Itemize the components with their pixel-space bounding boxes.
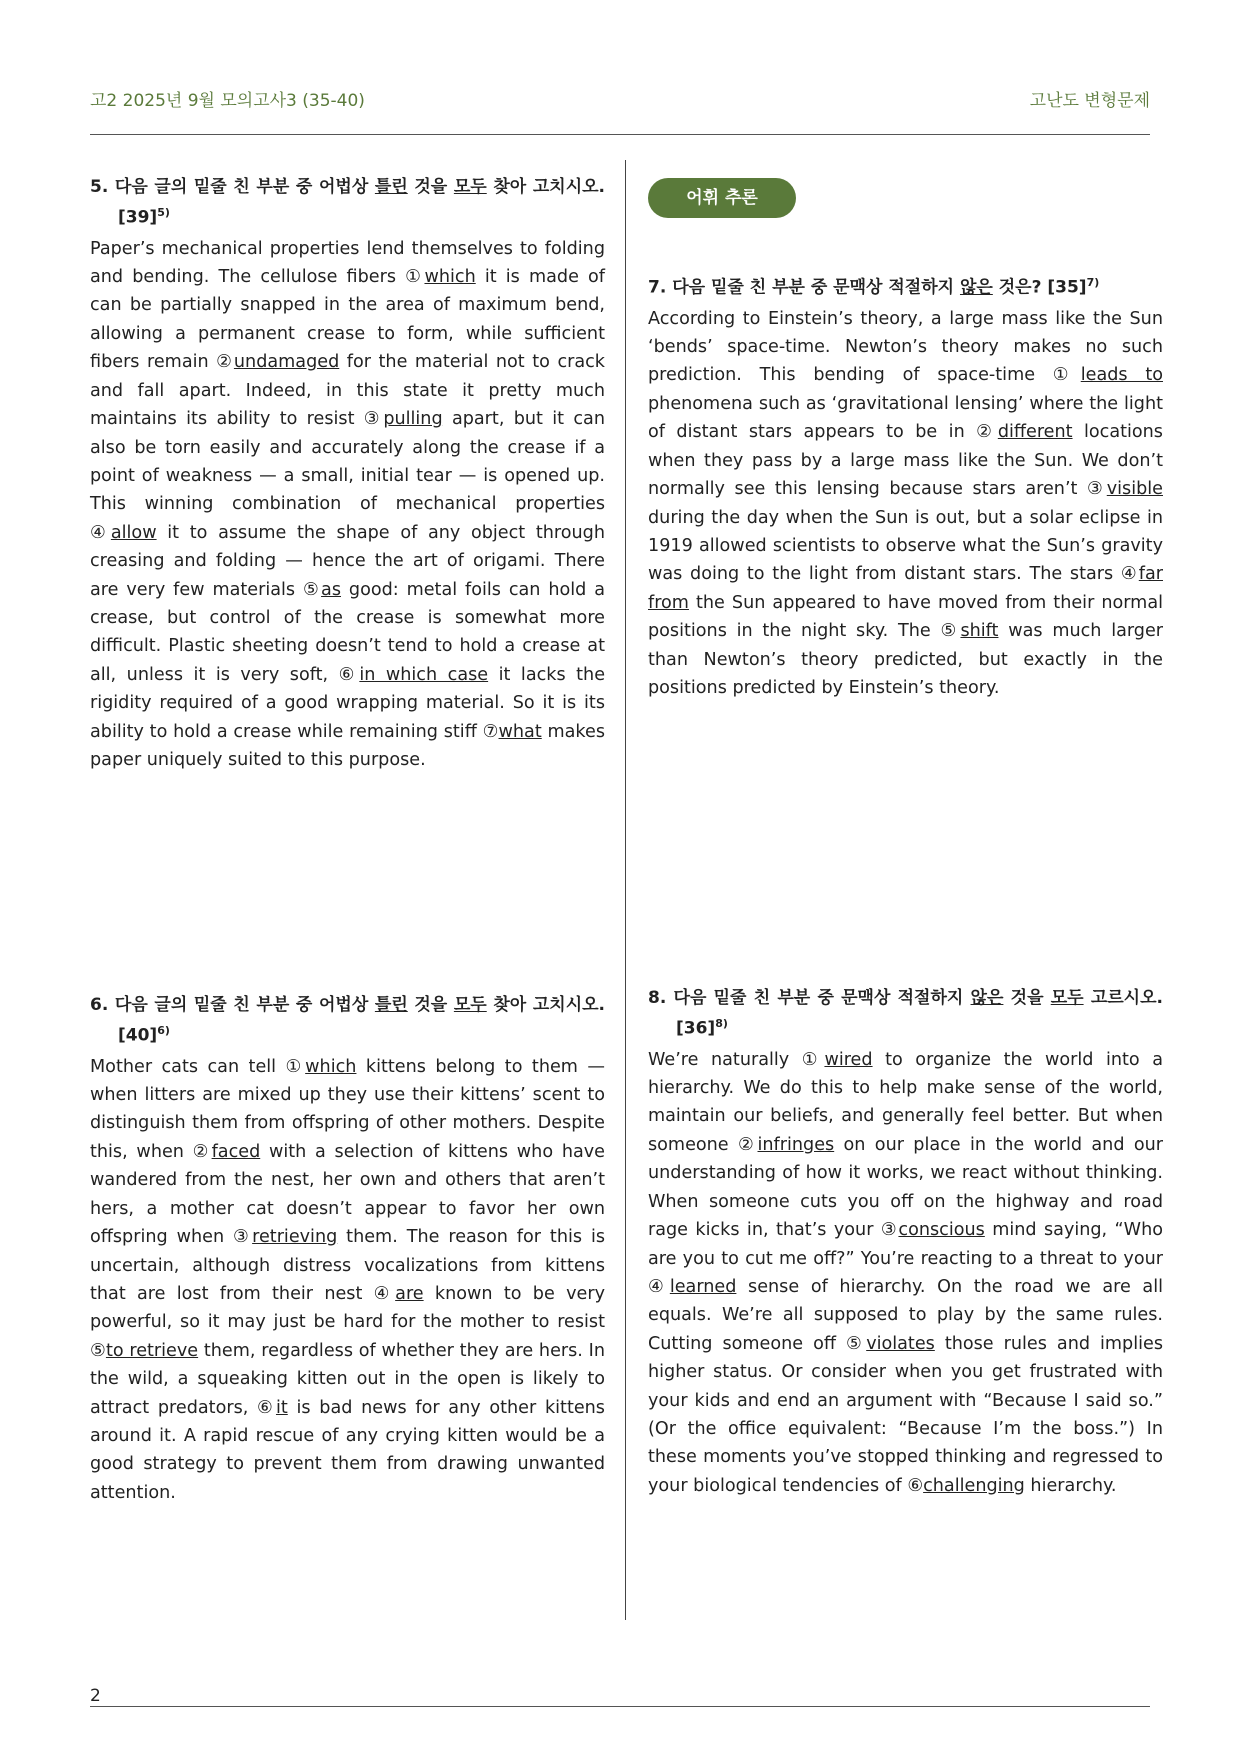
header-category: 고난도 변형문제	[1029, 91, 1150, 111]
passage-text: Mother cats can tell ①	[90, 1056, 306, 1077]
underlined-option: in which case	[359, 664, 489, 685]
underlined-option: shift	[960, 621, 999, 642]
passage-text: kittens belong to them — when litters are mixed up they use their kittens’ scent to distinguish them from offspring of other mothers. Despite this, when ②	[90, 1056, 605, 1162]
footnote-marker: 6)	[157, 1024, 170, 1037]
passage-body	[90, 235, 605, 775]
underlined-option: what	[498, 721, 542, 742]
underlined-option: it	[275, 1397, 288, 1418]
question-7-title: 7. 다음 밑줄 친 부분 중 문맥상 적절하지 않은 것은? $[35]^{7)}$	[648, 276, 1100, 298]
underlined-option: visible	[1106, 479, 1163, 500]
passage-text: hierarchy.	[1024, 1475, 1117, 1496]
passage-text: good: metal foils can hold a crease, but control of the crease is somewhat more difficult. Plastic sheeting doesn’t tend to hold a crease at all, unless it is very soft, ⑥	[90, 579, 606, 685]
question-6	[90, 993, 605, 1507]
passage-text: makes paper uniquely suited to this purpose.	[90, 721, 605, 770]
header-exam-title: 고2 2025년 9월 모의고사3 (35-40)	[90, 91, 365, 111]
section-badge: 어휘 추론	[648, 178, 796, 218]
underlined-option: are	[395, 1283, 424, 1304]
passage-text: it is made of can be partially snapped in the area of maximum bend, allowing a permanent crease to form, while sufficient fibers remain ②	[90, 267, 605, 373]
underlined-option: wired	[824, 1049, 873, 1070]
footnote-marker: 8)	[715, 1017, 728, 1030]
underlined-option: challenging	[923, 1475, 1025, 1496]
question-5	[90, 175, 605, 774]
passage-text: to organize the world into a hierarchy. We do this to help make sense of the world, maintain our beliefs, and generally feel better. But when someone ②	[648, 1049, 1163, 1155]
passage-text: phenomena such as ‘gravitational lensing’ where the light of distant stars appears to be in ②	[648, 393, 1163, 443]
question-8-title: 8. 다음 밑줄 친 부분 중 문맥상 적절하지 않은 것을 모두 고르시오. $[36]^{8)}$	[648, 988, 1163, 1039]
question-7	[648, 270, 1163, 702]
header-rule	[90, 134, 1150, 135]
passage-text: According to Einstein’s theory, a large mass like the Sun ‘bends’ space‑time. Newton’s theory makes no such prediction. This bending of space‑time ①	[648, 308, 1163, 386]
passage-text: locations when they pass by a large mass like the Sun. We don’t normally see this lensing because stars aren’t ③	[648, 422, 1163, 500]
underlined-option: retrieving	[252, 1227, 338, 1248]
passage-text: mind saying, “Who are you to cut me off?” You’re reacting to a threat to your ④	[648, 1220, 1163, 1297]
underlined-option: faced	[211, 1141, 261, 1162]
underlined-option: which	[305, 1056, 357, 1077]
passage-body	[90, 1053, 605, 1508]
passage-text: it lacks the rigidity required of a good wrapping material. So it is its ability to hold a crease while remaining stiff ⑦	[90, 664, 606, 742]
underlined-option: undamaged	[233, 352, 340, 373]
underlined-option: learned	[669, 1276, 737, 1297]
passage-text: on our place in the world and our understanding of how it works, we react without thinking. When someone cuts you off on the highway and road rage kicks in, that’s your ③	[648, 1134, 1163, 1241]
passage-text: for the material not to crack and fall apart. Indeed, in this state it pretty much maintains its ability to resist ③	[90, 352, 605, 430]
passage-text: We’re naturally ①	[648, 1049, 825, 1070]
underlined-option: violates	[866, 1333, 935, 1354]
passage-text: the Sun appeared to have moved from their normal positions in the night sky. The ⑤	[648, 592, 1163, 642]
passage-body	[648, 305, 1163, 703]
passage-text: is bad news for any other kittens around it. A rapid rescue of any crying kitten would be a good strategy to prevent them from drawing unwanted attention.	[90, 1397, 605, 1503]
passage-text: sense of hierarchy. On the road we are all equals. We’re all supposed to play by the same rules. Cutting someone off ⑤	[648, 1276, 1163, 1354]
footnote-marker: 5)	[157, 206, 170, 219]
underlined-option: pulling	[383, 409, 443, 430]
passage-text: during the day when the Sun is out, but a solar eclipse in 1919 allowed scientists to observe what the Sun’s gravity was doing to the light from distant stars. The stars ④	[648, 507, 1163, 585]
passage-text: those rules and implies higher status. Or consider when you get frustrated with your kids and end an argument with “Because I said so.” (Or the office equivalent: “Because I’m the boss.”) In these moments you’ve stopped thinking and regressed to your biological tendencies of ⑥	[648, 1333, 1163, 1496]
page-number: 2	[90, 1686, 101, 1706]
passage-text: apart, but it can also be torn easily and accurately along the crease if a point of weakness — a small, initial tear — is opened up. This winning combination of mechanical properties ④	[90, 409, 605, 543]
underlined-option: conscious	[898, 1220, 985, 1241]
underlined-option: different	[997, 422, 1073, 443]
passage-text: with a selection of kittens who have wandered from the nest, her own and others that aren’t hers, a mother cat doesn’t appear to favor her own offspring when ③	[90, 1141, 605, 1248]
footnote-marker: 7)	[1086, 276, 1100, 289]
underlined-option: which	[424, 267, 476, 288]
underlined-option: as	[321, 579, 341, 600]
underlined-option: far from	[648, 564, 1163, 613]
question-8	[648, 986, 1163, 1500]
passage-text: Paper’s mechanical properties lend themselves to folding and bending. The cellulose fibers ①	[90, 238, 605, 288]
passage-text: was much larger than Newton’s theory predicted, but exactly in the positions predicted by Einstein’s theory.	[648, 621, 1164, 698]
underlined-option: leads to	[1080, 365, 1163, 386]
question-5-title: 5. 다음 글의 밑줄 친 부분 중 어법상 틀린 것을 모두 찾아 고치시오. $[39]^{5)}$	[90, 177, 606, 228]
footer-rule	[90, 1706, 1150, 1707]
underlined-option: allow	[110, 522, 157, 543]
passage-text: it to assume the shape of any object through creasing and folding — hence the art of origami. There are very few materials ⑤	[90, 522, 606, 600]
passage-text: them, regardless of whether they are hers. In the wild, a squeaking kitten out in the open is likely to attract predators, ⑥	[90, 1340, 605, 1418]
passage-text: known to be very powerful, so it may just be hard for the mother to resist ⑤	[90, 1283, 605, 1361]
passage-body	[648, 1046, 1163, 1501]
passage-text: them. The reason for this is uncertain, although distress vocalizations from kittens that are lost from their nest ④	[90, 1227, 605, 1304]
column-divider	[625, 160, 626, 1620]
underlined-option: to retrieve	[105, 1340, 199, 1361]
question-6-title: 6. 다음 글의 밑줄 친 부분 중 어법상 틀린 것을 모두 찾아 고치시오. $[40]^{6)}$	[90, 995, 606, 1046]
underlined-option: infringes	[757, 1134, 835, 1155]
